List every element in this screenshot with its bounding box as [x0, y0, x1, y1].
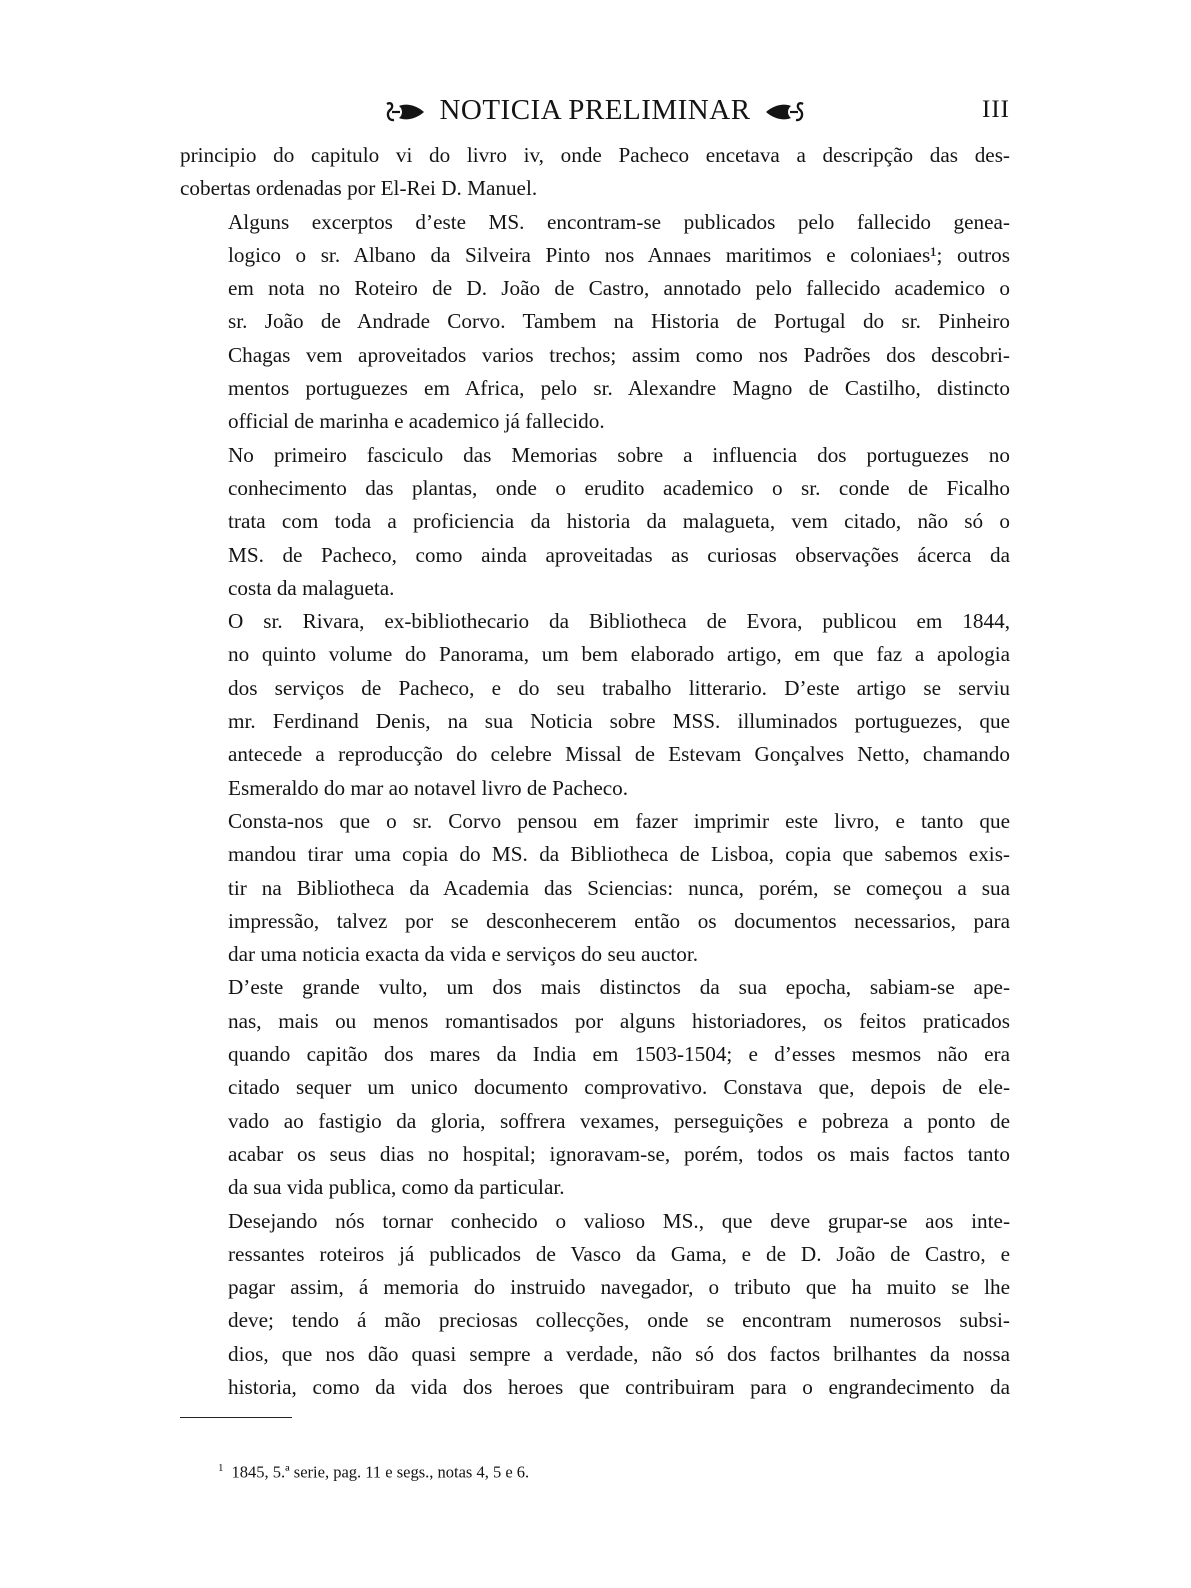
text-line: antecede a reproducção do celebre Missal de Estevam Gonçalves Netto, chamando — [228, 742, 1010, 767]
footnote-divider — [180, 1417, 292, 1418]
text-line: ressantes roteiros já publicados de Vasco da Gama, e de D. João de Castro, e — [228, 1241, 1010, 1266]
right-ornament-icon — [762, 97, 806, 127]
main-text — [180, 139, 1010, 1404]
text-line: mentos portuguezes em Africa, pelo sr. Alexandre Magno de Castilho, distincto — [228, 376, 1010, 401]
running-head — [180, 88, 1010, 132]
text-line: sr. João de Andrade Corvo. Tambem na Historia de Portugal do sr. Pinheiro — [228, 309, 1010, 334]
header-title: NOTICIA PRELIMINAR — [439, 94, 751, 126]
left-ornament-icon — [384, 97, 428, 127]
text-line: official de marinha e academico já fallecido. — [228, 409, 605, 434]
text-line: dios, que nos dão quasi sempre a verdade, não só dos factos brilhantes da nossa — [228, 1341, 1010, 1366]
paragraph-2 — [180, 206, 1010, 439]
text-line: cobertas ordenadas por El-Rei D. Manuel. — [180, 176, 538, 201]
footnote-mark: 1 — [218, 1462, 224, 1474]
text-line: No primeiro fasciculo das Memorias sobre a influencia dos portuguezes no — [228, 442, 1010, 467]
text-line: dos serviços de Pacheco, e do seu trabalho litterario. D’este artigo se serviu — [228, 675, 1010, 700]
text-line: pagar assim, á memoria do instruido navegador, o tributo que ha muito se lhe — [228, 1275, 1010, 1300]
text-line: em nota no Roteiro de D. João de Castro, annotado pelo fallecido academico o — [228, 276, 1010, 301]
page-number: III — [982, 96, 1010, 123]
text-line: dar uma noticia exacta da vida e serviços do seu auctor. — [228, 942, 699, 967]
text-line: da sua vida publica, como da particular. — [228, 1175, 565, 1200]
text-line: principio do capitulo vi do livro iv, onde Pacheco encetava a descripção das des- — [180, 143, 1010, 167]
paragraph-4 — [180, 605, 1010, 805]
paragraph-1 — [180, 139, 1010, 206]
text-line: O sr. Rivara, ex-bibliothecario da Bibliotheca de Evora, publicou em 1844, — [228, 609, 1010, 634]
text-line: mandou tirar uma copia do MS. da Bibliotheca de Lisboa, copia que sabemos exis- — [228, 842, 1010, 867]
page-header-title-row — [180, 88, 1010, 132]
text-line: D’este grande vulto, um dos mais distinctos da sua epocha, sabiam-se ape- — [228, 975, 1010, 1000]
text-line: impressão, talvez por se desconhecerem então os documentos necessarios, para — [228, 908, 1010, 933]
text-line: acabar os seus dias no hospital; ignoravam-se, porém, todos os mais factos tanto — [228, 1141, 1010, 1166]
footnote-text: 1845, 5.ª serie, pag. 11 e segs., notas 4, 5 e 6. — [231, 1462, 530, 1482]
text-line: nas, mais ou menos romantisados por alguns historiadores, os feitos praticados — [228, 1008, 1010, 1033]
text-line: Consta-nos que o sr. Corvo pensou em fazer imprimir este livro, e tanto que — [228, 808, 1010, 833]
paragraph-6 — [180, 971, 1010, 1204]
text-line: Desejando nós tornar conhecido o valioso MS., que deve grupar-se aos inte- — [228, 1208, 1010, 1233]
text-line: Chagas vem aproveitados varios trechos; assim como nos Padrões dos descobri- — [228, 342, 1010, 367]
text-line: vado ao fastigio da gloria, soffrera vexames, perseguições e pobreza a ponto de — [228, 1108, 1010, 1133]
text-line: no quinto volume do Panorama, um bem elaborado artigo, em que faz a apologia — [228, 642, 1010, 667]
paragraph-7 — [180, 1205, 1010, 1405]
text-line: logico o sr. Albano da Silveira Pinto nos Annaes maritimos e coloniaes¹; outros — [228, 242, 1010, 267]
text-line: deve; tendo á mão preciosas collecções, onde se encontram numerosos subsi- — [228, 1308, 1010, 1333]
text-line: mr. Ferdinand Denis, na sua Noticia sobre MSS. illuminados portuguezes, que — [228, 709, 1010, 734]
text-line: historia, como da vida dos heroes que contribuiram para o engrandecimento da — [228, 1374, 1010, 1399]
paragraph-5 — [180, 805, 1010, 971]
text-line: quando capitão dos mares da India em 1503-1504; e d’esses mesmos não era — [228, 1042, 1010, 1067]
text-line: MS. de Pacheco, como ainda aproveitadas as curiosas observações ácerca da — [228, 542, 1010, 567]
text-line: citado sequer um unico documento comprovativo. Constava que, depois de ele- — [228, 1075, 1010, 1100]
footnote — [218, 1456, 918, 1485]
text-line: Alguns excerptos d’este MS. encontram-se publicados pelo fallecido genea- — [228, 209, 1010, 234]
text-line: costa da malagueta. — [228, 575, 395, 600]
text-line: tir na Bibliotheca da Academia das Sciencias: nunca, porém, se começou a sua — [228, 875, 1010, 900]
text-line: conhecimento das plantas, onde o erudito academico o sr. conde de Ficalho — [228, 475, 1010, 500]
text-line: trata com toda a proficiencia da historia da malagueta, vem citado, não só o — [228, 509, 1010, 534]
paragraph-3 — [180, 439, 1010, 605]
text-line: Esmeraldo do mar ao notavel livro de Pacheco. — [228, 775, 629, 800]
